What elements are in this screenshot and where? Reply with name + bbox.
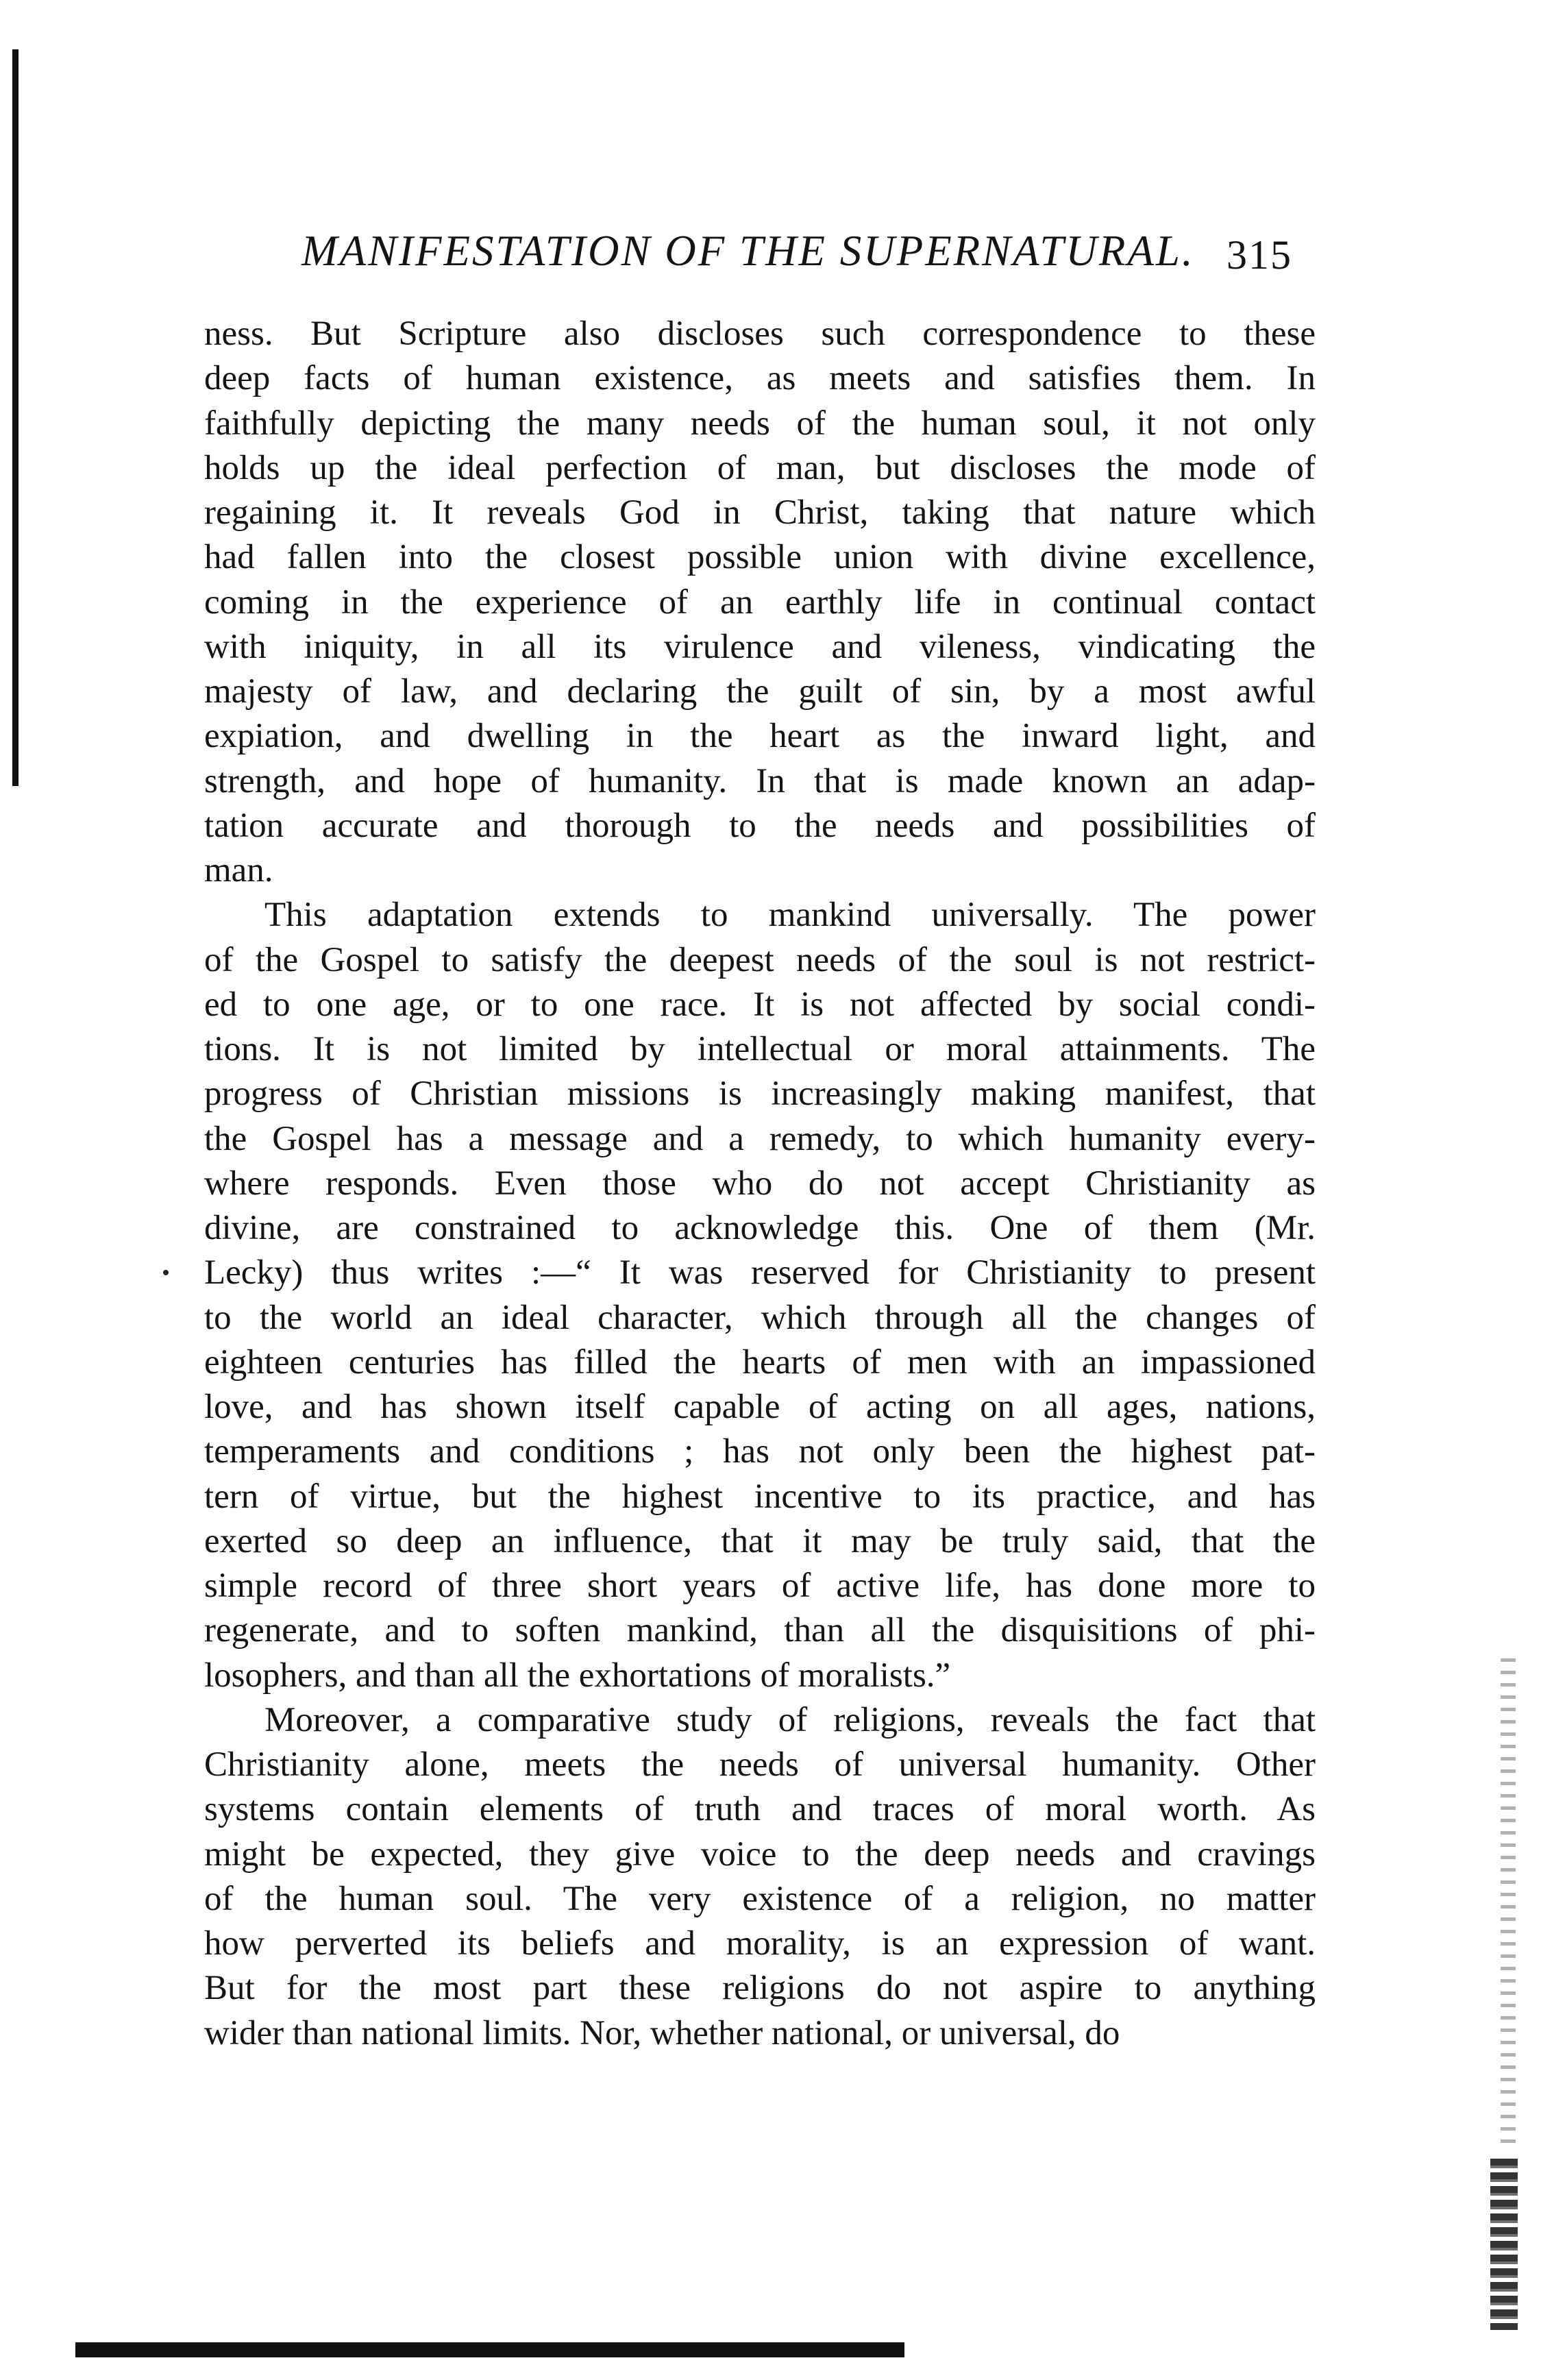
text-line: systems contain elements of truth and traces of moral worth. As bbox=[204, 1790, 1316, 1829]
text-line: strength, and hope of humanity. In that is made known an adap- bbox=[204, 761, 1316, 800]
scan-bottom-bar bbox=[75, 2342, 904, 2357]
text-line: expiation, and dwelling in the heart as the inward light, and bbox=[204, 717, 1316, 756]
text-line: tions. It is not limited by intellectual or moral attainments. The bbox=[204, 1030, 1316, 1068]
body-text bbox=[204, 312, 1316, 2056]
paragraph bbox=[204, 893, 1316, 1698]
text-line: regaining it. It reveals God in Christ, taking that nature which bbox=[204, 493, 1316, 532]
running-title: MANIFESTATION OF THE SUPERNATURAL. bbox=[301, 227, 1195, 275]
running-head bbox=[301, 226, 1309, 281]
text-line: of the human soul. The very existence of a religion, no matter bbox=[204, 1879, 1316, 1918]
text-line: progress of Christian missions is increasingly making manifest, that bbox=[204, 1075, 1316, 1114]
text-line: to the world an ideal character, which through all the changes of bbox=[204, 1298, 1316, 1337]
text-line: holds up the ideal perfection of man, but discloses the mode of bbox=[204, 448, 1316, 487]
text-line: simple record of three short years of active life, has done more to bbox=[204, 1567, 1316, 1605]
text-line: But for the most part these religions do not aspire to anything bbox=[204, 1969, 1316, 2008]
text-line: love, and has shown itself capable of acting on all ages, nations, bbox=[204, 1388, 1316, 1426]
scan-edge-bar bbox=[12, 49, 19, 786]
text-line: how perverted its beliefs and morality, is an expression of want. bbox=[204, 1924, 1316, 1963]
text-line: exerted so deep an influence, that it may be truly said, that the bbox=[204, 1521, 1316, 1560]
text-line: tation accurate and thorough to the needs and possibilities of bbox=[204, 806, 1316, 845]
paragraph bbox=[204, 312, 1316, 893]
text-line: ed to one age, or to one race. It is not affected by social condi- bbox=[204, 985, 1316, 1024]
text-line: Christianity alone, meets the needs of universal humanity. Other bbox=[204, 1745, 1316, 1784]
text-line: had fallen into the closest possible union with divine excellence, bbox=[204, 538, 1316, 577]
text-line: man. bbox=[204, 851, 273, 890]
text-line: might be expected, they give voice to the deep needs and cravings bbox=[204, 1835, 1316, 1874]
text-line: where responds. Even those who do not accept Christianity as bbox=[204, 1164, 1316, 1203]
text-line: temperaments and conditions ; has not only been the highest pat- bbox=[204, 1432, 1316, 1471]
text-line: ness. But Scripture also discloses such correspondence to these bbox=[204, 315, 1316, 353]
text-line: the Gospel has a message and a remedy, to which humanity every- bbox=[204, 1119, 1316, 1158]
text-line: tern of virtue, but the highest incentive to its practice, and has bbox=[204, 1477, 1316, 1516]
text-line: divine, are constrained to acknowledge this. One of them (Mr. bbox=[204, 1209, 1316, 1247]
text-line: majesty of law, and declaring the guilt of sin, by a most awful bbox=[204, 672, 1316, 711]
text-line: faithfully depicting the many needs of the human soul, it not only bbox=[204, 404, 1316, 443]
text-line: of the Gospel to satisfy the deepest needs of the soul is not restrict- bbox=[204, 940, 1316, 979]
text-line: regenerate, and to soften mankind, than all the disquisitions of phi- bbox=[204, 1611, 1316, 1650]
paragraph bbox=[204, 1698, 1316, 2056]
text-line: coming in the experience of an earthly life in continual contact bbox=[204, 582, 1316, 622]
stray-ink-dot bbox=[163, 1270, 169, 1275]
text-line: deep facts of human existence, as meets and satisfies them. In bbox=[204, 359, 1316, 398]
text-line: with iniquity, in all its virulence and vileness, vindicating the bbox=[204, 627, 1316, 666]
text-line: Lecky) thus writes :—“ It was reserved for Christianity to present bbox=[204, 1253, 1316, 1292]
gutter-speckle bbox=[1501, 1658, 1516, 2152]
text-line: losophers, and than all the exhortations of moralists.” bbox=[204, 1656, 951, 1695]
text-line: This adaptation extends to mankind universally. The power bbox=[264, 896, 1316, 935]
text-line: Moreover, a comparative study of religions, reveals the fact that bbox=[264, 1700, 1316, 1739]
gutter-speckle-dense bbox=[1490, 2159, 1518, 2330]
text-line: eighteen centuries has filled the hearts of men with an impassioned bbox=[204, 1342, 1316, 1382]
text-line: wider than national limits. Nor, whether national, or universal, do bbox=[204, 2013, 1120, 2052]
page-number: 315 bbox=[1226, 232, 1292, 278]
